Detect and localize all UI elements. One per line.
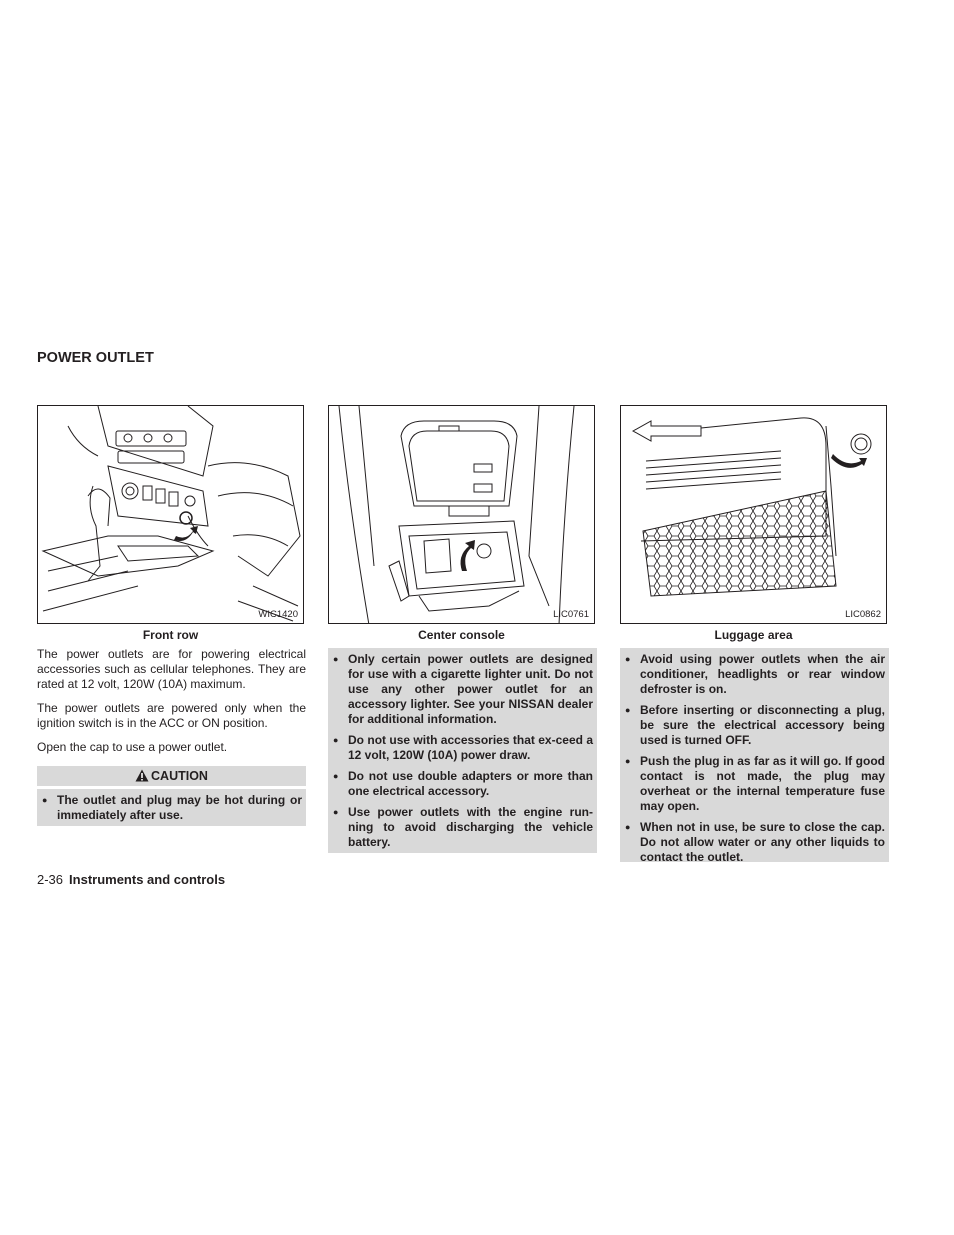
center-note-item: ● Do not use with accessories that ex-ceed a 12 volt, 120W (10A) power draw.	[330, 733, 593, 763]
caution-header	[37, 766, 306, 786]
figure-caption-center-console: Center console	[418, 628, 505, 642]
body-paragraph-3: Open the cap to use a power outlet.	[37, 740, 228, 754]
right-note-item: ● Before inserting or disconnecting a plug, be sure the electrical accessory being used is turned OFF.	[622, 703, 885, 748]
page-number: 2-36	[37, 872, 64, 887]
center-notes-list	[330, 652, 593, 850]
figure-caption-front-row: Front row	[142, 628, 199, 642]
body-paragraph-1: The power outlets are for powering electrical accessories such as cellular telephones. They are rated at 12 volt, 120W (10A) maximum.	[37, 647, 306, 691]
figure-code: WIC1420	[258, 609, 298, 620]
figure-center-console	[328, 405, 595, 624]
figure-luggage-area	[620, 405, 887, 624]
luggage-area-illustration	[621, 406, 887, 624]
body-paragraph-2: The power outlets are powered only when the ignition switch is in the ACC or ON position.	[37, 701, 306, 730]
page-footer	[37, 872, 225, 887]
front-row-illustration	[38, 406, 304, 624]
center-note-item: ● Do not use double adapters or more than one electrical accessory.	[330, 769, 593, 799]
right-note-item: ● Push the plug in as far as it will go. If good contact is not made, the plug may overheat or the internal temperature fuse may open.	[622, 754, 885, 814]
figure-code: LIC0862	[845, 609, 881, 620]
figure-caption-luggage-area: Luggage area	[714, 628, 793, 642]
figure-front-row	[37, 405, 304, 624]
caution-item: ● The outlet and plug may be hot during or immediately after use.	[39, 793, 302, 823]
right-note-item: ● Avoid using power outlets when the air conditioner, headlights or rear window defroster is on.	[622, 652, 885, 697]
caution-label: CAUTION	[151, 769, 208, 783]
right-note-item: ● When not in use, be sure to close the cap. Do not allow water or any other liquids to contact the outlet.	[622, 820, 885, 865]
figure-code: LIC0761	[553, 609, 589, 620]
center-notes-box	[328, 648, 597, 853]
chapter-title: Instruments and controls	[69, 872, 226, 887]
caution-box	[37, 789, 306, 826]
caution-list	[39, 793, 302, 823]
right-notes-list	[622, 652, 885, 865]
section-title: POWER OUTLET	[37, 350, 154, 366]
right-notes-box	[620, 648, 889, 862]
center-note-item: ● Only certain power outlets are designed for use with a cigarette lighter unit. Do not use any other power outlet for an accessory lighter. See your NISSAN dealer for additional information.	[330, 652, 593, 727]
warning-triangle-icon	[135, 769, 149, 782]
center-console-illustration	[329, 406, 595, 624]
center-note-item: ● Use power outlets with the engine run-ning to avoid discharging the vehicle battery.	[330, 805, 593, 850]
